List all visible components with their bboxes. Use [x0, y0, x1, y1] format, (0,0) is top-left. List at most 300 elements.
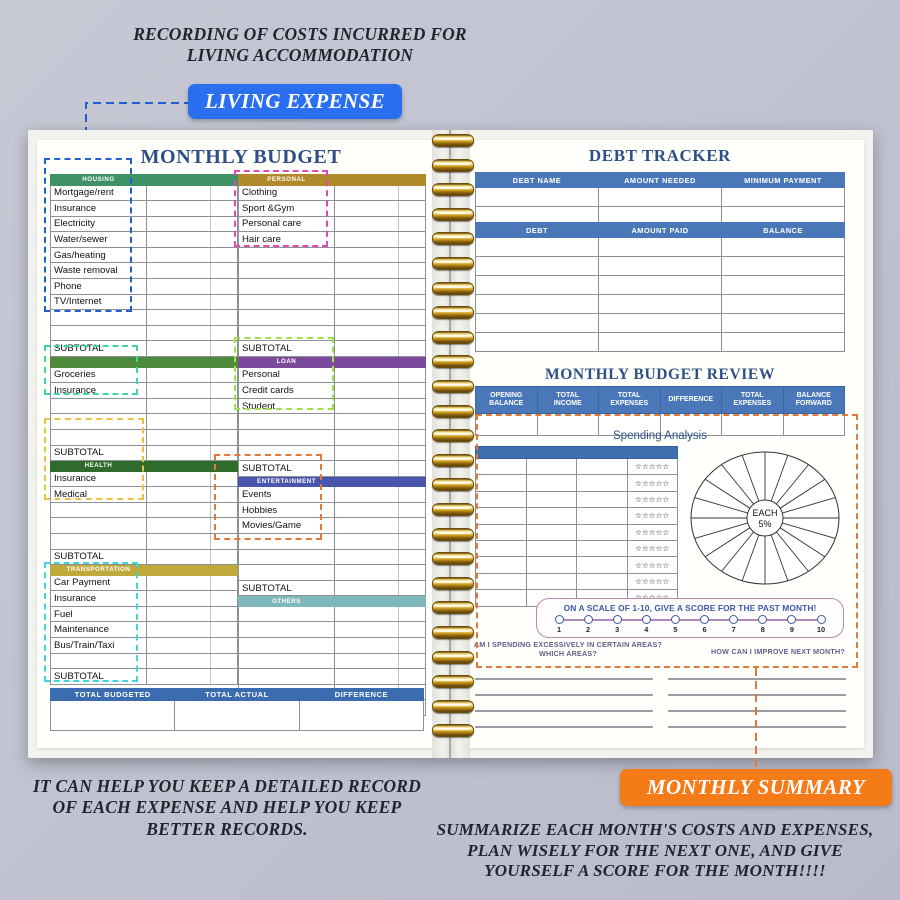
actual-amount-cell[interactable] [211, 445, 238, 461]
spending-row[interactable] [476, 508, 678, 524]
budget-amount-cell[interactable] [335, 533, 399, 549]
budget-amount-cell[interactable] [335, 201, 399, 217]
expense-label-cell[interactable] [51, 429, 147, 445]
expense-row[interactable] [239, 383, 426, 399]
subtotal-row[interactable] [51, 549, 238, 565]
spending-category-cell[interactable] [476, 491, 527, 507]
actual-amount-cell[interactable] [211, 487, 238, 503]
debt-cell[interactable] [599, 295, 722, 314]
spending-amount-cell[interactable] [526, 508, 577, 524]
expense-row-blank[interactable] [239, 247, 426, 263]
budget-amount-cell[interactable] [147, 325, 211, 341]
expense-row-blank[interactable] [239, 279, 426, 295]
expense-label-cell[interactable]: Phone [51, 279, 147, 295]
actual-amount-cell[interactable] [211, 232, 238, 248]
expense-row[interactable] [51, 279, 238, 295]
expense-label-cell[interactable]: Waste removal [51, 263, 147, 279]
expense-label-cell[interactable]: SUBTOTAL [51, 445, 147, 461]
actual-amount-cell[interactable] [399, 414, 426, 430]
actual-amount-cell[interactable] [399, 533, 426, 549]
budget-amount-cell[interactable] [147, 341, 211, 357]
debt-cell[interactable] [599, 238, 722, 257]
actual-amount-cell[interactable] [399, 341, 426, 357]
score-dot-1[interactable] [555, 615, 564, 624]
budget-amount-cell[interactable] [147, 201, 211, 217]
actual-amount-cell[interactable] [211, 294, 238, 310]
expense-label-cell[interactable]: Fuel [51, 606, 147, 622]
budget-amount-cell[interactable] [335, 549, 399, 565]
spending-percent-cell[interactable] [577, 475, 628, 491]
spending-amount-cell[interactable] [526, 540, 577, 556]
expense-row[interactable] [51, 591, 238, 607]
score-dot-2[interactable] [584, 615, 593, 624]
budget-amount-cell[interactable] [335, 263, 399, 279]
budget-amount-cell[interactable] [147, 502, 211, 518]
spending-row[interactable] [476, 557, 678, 573]
expense-row[interactable] [51, 575, 238, 591]
debt-row[interactable] [476, 314, 845, 333]
expense-label-cell[interactable] [51, 414, 147, 430]
score-dot-8[interactable] [758, 615, 767, 624]
actual-amount-cell[interactable] [211, 622, 238, 638]
expense-label-cell[interactable] [239, 445, 335, 461]
budget-amount-cell[interactable] [147, 383, 211, 399]
expense-label-cell[interactable]: Car Payment [51, 575, 147, 591]
expense-row[interactable] [51, 201, 238, 217]
budget-amount-cell[interactable] [147, 549, 211, 565]
actual-amount-cell[interactable] [399, 518, 426, 534]
expense-row-blank[interactable] [239, 533, 426, 549]
debt-cell[interactable] [722, 257, 845, 276]
budget-amount-cell[interactable] [147, 575, 211, 591]
expense-label-cell[interactable]: Bus/Train/Taxi [51, 638, 147, 654]
budget-amount-cell[interactable] [335, 565, 399, 581]
actual-amount-cell[interactable] [399, 565, 426, 581]
expense-row-blank[interactable] [239, 310, 426, 326]
budget-amount-cell[interactable] [147, 591, 211, 607]
budget-amount-cell[interactable] [335, 638, 399, 654]
expense-label-cell[interactable]: SUBTOTAL [239, 461, 335, 477]
debt-cell[interactable] [599, 188, 722, 207]
debt-cell[interactable] [476, 276, 599, 295]
subtotal-row[interactable] [51, 445, 238, 461]
spending-amount-cell[interactable] [526, 475, 577, 491]
spending-row[interactable] [476, 475, 678, 491]
expense-label-cell[interactable]: Mortgage/rent [51, 185, 147, 201]
expense-label-cell[interactable]: Insurance [51, 591, 147, 607]
debt-cell[interactable] [599, 314, 722, 333]
score-dot-6[interactable] [700, 615, 709, 624]
expense-row-blank[interactable] [239, 263, 426, 279]
spending-rating-stars[interactable]: ☆☆☆☆☆ [627, 508, 678, 524]
expense-row-blank[interactable] [51, 533, 238, 549]
budget-amount-cell[interactable] [147, 232, 211, 248]
expense-label-cell[interactable]: SUBTOTAL [51, 549, 147, 565]
actual-amount-cell[interactable] [211, 414, 238, 430]
expense-label-cell[interactable]: SUBTOTAL [51, 341, 147, 357]
expense-label-cell[interactable]: Student [239, 398, 335, 414]
actual-amount-cell[interactable] [211, 263, 238, 279]
expense-row-blank[interactable] [239, 606, 426, 622]
expense-row-blank[interactable] [239, 565, 426, 581]
actual-amount-cell[interactable] [211, 325, 238, 341]
expense-row[interactable] [51, 606, 238, 622]
expense-label-cell[interactable] [51, 398, 147, 414]
expense-label-cell[interactable]: SUBTOTAL [51, 669, 147, 685]
budget-amount-cell[interactable] [147, 279, 211, 295]
budget-amount-cell[interactable] [335, 653, 399, 669]
budget-amount-cell[interactable] [335, 414, 399, 430]
budget-amount-cell[interactable] [147, 533, 211, 549]
spending-percent-cell[interactable] [577, 573, 628, 589]
expense-row-blank[interactable] [239, 414, 426, 430]
budget-amount-cell[interactable] [335, 502, 399, 518]
score-dot-5[interactable] [671, 615, 680, 624]
debt-cell[interactable] [599, 333, 722, 352]
expense-row-blank[interactable] [239, 294, 426, 310]
subtotal-row[interactable] [239, 461, 426, 477]
debt-cell[interactable] [722, 295, 845, 314]
expense-label-cell[interactable] [51, 518, 147, 534]
score-dot-4[interactable] [642, 615, 651, 624]
expense-label-cell[interactable]: Hobbies [239, 502, 335, 518]
budget-amount-cell[interactable] [335, 487, 399, 503]
expense-label-cell[interactable] [51, 653, 147, 669]
spending-category-cell[interactable] [476, 540, 527, 556]
expense-row[interactable] [51, 487, 238, 503]
subtotal-row[interactable] [239, 580, 426, 596]
budget-amount-cell[interactable] [335, 518, 399, 534]
debt-cell[interactable] [722, 333, 845, 352]
spending-category-cell[interactable] [476, 475, 527, 491]
expense-label-cell[interactable]: SUBTOTAL [239, 580, 335, 596]
actual-amount-cell[interactable] [399, 487, 426, 503]
expense-row[interactable] [239, 185, 426, 201]
actual-amount-cell[interactable] [211, 533, 238, 549]
expense-row[interactable] [51, 383, 238, 399]
budget-amount-cell[interactable] [147, 294, 211, 310]
expense-row-blank[interactable] [51, 398, 238, 414]
budget-amount-cell[interactable] [147, 398, 211, 414]
budget-table-left-column[interactable] [50, 174, 238, 685]
actual-amount-cell[interactable] [211, 201, 238, 217]
actual-amount-cell[interactable] [399, 622, 426, 638]
note-line[interactable] [475, 726, 653, 728]
debt-row[interactable] [476, 257, 845, 276]
budget-amount-cell[interactable] [335, 580, 399, 596]
expense-label-cell[interactable] [239, 325, 335, 341]
budget-amount-cell[interactable] [147, 487, 211, 503]
expense-label-cell[interactable] [239, 414, 335, 430]
budget-amount-cell[interactable] [335, 294, 399, 310]
expense-row-blank[interactable] [239, 638, 426, 654]
expense-label-cell[interactable]: Credit cards [239, 383, 335, 399]
actual-amount-cell[interactable] [211, 606, 238, 622]
expense-label-cell[interactable]: Gas/heating [51, 247, 147, 263]
expense-label-cell[interactable]: Insurance [51, 471, 147, 487]
expense-label-cell[interactable] [239, 622, 335, 638]
expense-label-cell[interactable]: Maintenance [51, 622, 147, 638]
spending-percent-cell[interactable] [577, 508, 628, 524]
expense-row[interactable] [51, 185, 238, 201]
note-line[interactable] [475, 678, 653, 680]
budget-amount-cell[interactable] [335, 185, 399, 201]
expense-label-cell[interactable]: Clothing [239, 185, 335, 201]
debt-row[interactable] [476, 333, 845, 352]
actual-amount-cell[interactable] [211, 216, 238, 232]
budget-amount-cell[interactable] [335, 216, 399, 232]
actual-amount-cell[interactable] [399, 279, 426, 295]
actual-amount-cell[interactable] [399, 325, 426, 341]
expense-row-blank[interactable] [51, 310, 238, 326]
expense-label-cell[interactable] [51, 310, 147, 326]
expense-row[interactable] [51, 367, 238, 383]
actual-amount-cell[interactable] [399, 429, 426, 445]
spending-category-cell[interactable] [476, 557, 527, 573]
expense-row-blank[interactable] [51, 414, 238, 430]
actual-amount-cell[interactable] [399, 367, 426, 383]
spending-row[interactable] [476, 540, 678, 556]
budget-amount-cell[interactable] [335, 669, 399, 685]
expense-row[interactable] [239, 398, 426, 414]
spending-row[interactable] [476, 491, 678, 507]
spending-category-cell[interactable] [476, 459, 527, 475]
expense-row-blank[interactable] [239, 622, 426, 638]
budget-amount-cell[interactable] [335, 622, 399, 638]
debt-cell[interactable] [599, 276, 722, 295]
actual-amount-cell[interactable] [211, 669, 238, 685]
expense-row-blank[interactable] [239, 549, 426, 565]
debt-row[interactable] [476, 295, 845, 314]
totals-value-cell[interactable] [175, 701, 299, 731]
debt-cell[interactable] [722, 314, 845, 333]
spending-rating-stars[interactable]: ☆☆☆☆☆ [627, 557, 678, 573]
actual-amount-cell[interactable] [399, 263, 426, 279]
actual-amount-cell[interactable] [211, 185, 238, 201]
debt-cell[interactable] [476, 257, 599, 276]
actual-amount-cell[interactable] [211, 310, 238, 326]
expense-row[interactable] [239, 367, 426, 383]
expense-row[interactable] [51, 247, 238, 263]
actual-amount-cell[interactable] [399, 669, 426, 685]
expense-row[interactable] [51, 263, 238, 279]
actual-amount-cell[interactable] [399, 247, 426, 263]
expense-label-cell[interactable] [239, 606, 335, 622]
budget-amount-cell[interactable] [147, 247, 211, 263]
debt-cell[interactable] [476, 333, 599, 352]
budget-totals-table[interactable] [50, 688, 424, 731]
expense-label-cell[interactable]: Personal [239, 367, 335, 383]
expense-row-blank[interactable] [239, 669, 426, 685]
expense-label-cell[interactable] [51, 533, 147, 549]
budget-amount-cell[interactable] [147, 638, 211, 654]
actual-amount-cell[interactable] [211, 398, 238, 414]
expense-row-blank[interactable] [51, 502, 238, 518]
expense-row[interactable] [239, 502, 426, 518]
budget-amount-cell[interactable] [147, 518, 211, 534]
expense-label-cell[interactable]: Personal care [239, 216, 335, 232]
actual-amount-cell[interactable] [399, 185, 426, 201]
budget-amount-cell[interactable] [147, 445, 211, 461]
expense-label-cell[interactable] [239, 247, 335, 263]
expense-row-blank[interactable] [239, 653, 426, 669]
budget-amount-cell[interactable] [147, 669, 211, 685]
expense-label-cell[interactable] [239, 638, 335, 654]
spending-rating-stars[interactable]: ☆☆☆☆☆ [627, 573, 678, 589]
debt-cell[interactable] [476, 314, 599, 333]
actual-amount-cell[interactable] [211, 549, 238, 565]
budget-amount-cell[interactable] [147, 367, 211, 383]
note-line[interactable] [475, 694, 653, 696]
spending-percent-cell[interactable] [577, 491, 628, 507]
budget-amount-cell[interactable] [335, 232, 399, 248]
actual-amount-cell[interactable] [399, 580, 426, 596]
spending-row[interactable] [476, 459, 678, 475]
living-expense-badge[interactable] [188, 84, 402, 119]
spending-rating-stars[interactable]: ☆☆☆☆☆ [627, 540, 678, 556]
budget-amount-cell[interactable] [335, 606, 399, 622]
expense-row[interactable] [51, 471, 238, 487]
debt-tracker-table-1[interactable] [475, 172, 845, 226]
spending-amount-cell[interactable] [526, 459, 577, 475]
spending-category-cell[interactable] [476, 573, 527, 589]
subtotal-row[interactable] [51, 669, 238, 685]
totals-value-cell[interactable] [51, 701, 175, 731]
expense-label-cell[interactable]: Electricity [51, 216, 147, 232]
expense-row-blank[interactable] [51, 653, 238, 669]
expense-label-cell[interactable] [239, 279, 335, 295]
spending-rating-stars[interactable]: ☆☆☆☆☆ [627, 524, 678, 540]
spending-percent-cell[interactable] [577, 459, 628, 475]
debt-cell[interactable] [476, 238, 599, 257]
expense-label-cell[interactable]: Insurance [51, 383, 147, 399]
expense-label-cell[interactable]: Movies/Game [239, 518, 335, 534]
actual-amount-cell[interactable] [399, 502, 426, 518]
budget-amount-cell[interactable] [335, 461, 399, 477]
spending-percent-cell[interactable] [577, 557, 628, 573]
month-score-box[interactable] [536, 598, 844, 638]
actual-amount-cell[interactable] [399, 383, 426, 399]
budget-amount-cell[interactable] [335, 310, 399, 326]
expense-row[interactable] [51, 216, 238, 232]
budget-amount-cell[interactable] [147, 216, 211, 232]
expense-row-blank[interactable] [239, 325, 426, 341]
expense-label-cell[interactable] [239, 669, 335, 685]
debt-cell[interactable] [476, 295, 599, 314]
expense-row[interactable] [239, 216, 426, 232]
expense-label-cell[interactable]: Sport &Gym [239, 201, 335, 217]
expense-row[interactable] [239, 201, 426, 217]
score-dot-3[interactable] [613, 615, 622, 624]
expense-row[interactable] [51, 294, 238, 310]
spending-category-cell[interactable] [476, 508, 527, 524]
spending-rating-stars[interactable]: ☆☆☆☆☆ [627, 491, 678, 507]
debt-tracker-table-2[interactable] [475, 222, 845, 352]
expense-row[interactable] [239, 487, 426, 503]
debt-cell[interactable] [599, 257, 722, 276]
actual-amount-cell[interactable] [399, 216, 426, 232]
expense-label-cell[interactable] [239, 565, 335, 581]
actual-amount-cell[interactable] [211, 429, 238, 445]
budget-amount-cell[interactable] [147, 310, 211, 326]
spending-analysis-table[interactable] [475, 446, 678, 607]
budget-amount-cell[interactable] [147, 414, 211, 430]
debt-row[interactable] [476, 188, 845, 207]
expense-row-blank[interactable] [51, 325, 238, 341]
expense-label-cell[interactable] [239, 429, 335, 445]
expense-row-blank[interactable] [51, 429, 238, 445]
expense-label-cell[interactable]: Hair care [239, 232, 335, 248]
subtotal-row[interactable] [51, 341, 238, 357]
budget-amount-cell[interactable] [335, 367, 399, 383]
expense-label-cell[interactable]: SUBTOTAL [239, 341, 335, 357]
expense-row[interactable] [239, 232, 426, 248]
score-dot-9[interactable] [787, 615, 796, 624]
budget-amount-cell[interactable] [147, 606, 211, 622]
actual-amount-cell[interactable] [211, 383, 238, 399]
expense-label-cell[interactable] [239, 549, 335, 565]
actual-amount-cell[interactable] [399, 398, 426, 414]
expense-row[interactable] [51, 622, 238, 638]
expense-label-cell[interactable] [51, 325, 147, 341]
budget-amount-cell[interactable] [335, 398, 399, 414]
budget-amount-cell[interactable] [335, 341, 399, 357]
score-dot-10[interactable] [817, 615, 826, 624]
budget-table-right-column[interactable] [238, 174, 426, 716]
debt-cell[interactable] [722, 238, 845, 257]
actual-amount-cell[interactable] [211, 653, 238, 669]
budget-amount-cell[interactable] [335, 325, 399, 341]
expense-label-cell[interactable] [239, 533, 335, 549]
debt-cell[interactable] [722, 188, 845, 207]
spending-percent-cell[interactable] [577, 540, 628, 556]
totals-value-row[interactable] [51, 701, 424, 731]
actual-amount-cell[interactable] [399, 606, 426, 622]
actual-amount-cell[interactable] [211, 471, 238, 487]
actual-amount-cell[interactable] [399, 294, 426, 310]
expense-label-cell[interactable] [239, 294, 335, 310]
expense-row-blank[interactable] [239, 429, 426, 445]
debt-cell[interactable] [476, 188, 599, 207]
expense-row-blank[interactable] [239, 445, 426, 461]
expense-row[interactable] [51, 638, 238, 654]
debt-row[interactable] [476, 276, 845, 295]
actual-amount-cell[interactable] [399, 310, 426, 326]
actual-amount-cell[interactable] [211, 518, 238, 534]
actual-amount-cell[interactable] [211, 367, 238, 383]
budget-amount-cell[interactable] [147, 471, 211, 487]
spending-amount-cell[interactable] [526, 573, 577, 589]
actual-amount-cell[interactable] [399, 201, 426, 217]
expense-label-cell[interactable]: Events [239, 487, 335, 503]
spending-row[interactable] [476, 573, 678, 589]
spending-rating-stars[interactable]: ☆☆☆☆☆ [627, 475, 678, 491]
spending-category-cell[interactable] [476, 524, 527, 540]
actual-amount-cell[interactable] [211, 502, 238, 518]
spending-row[interactable] [476, 524, 678, 540]
budget-amount-cell[interactable] [335, 279, 399, 295]
budget-amount-cell[interactable] [147, 263, 211, 279]
spending-rating-stars[interactable]: ☆☆☆☆☆ [627, 459, 678, 475]
actual-amount-cell[interactable] [399, 445, 426, 461]
budget-amount-cell[interactable] [335, 429, 399, 445]
score-dot-7[interactable] [729, 615, 738, 624]
expense-label-cell[interactable] [239, 263, 335, 279]
debt-cell[interactable] [722, 276, 845, 295]
expense-label-cell[interactable] [51, 502, 147, 518]
actual-amount-cell[interactable] [211, 341, 238, 357]
expense-label-cell[interactable] [239, 310, 335, 326]
